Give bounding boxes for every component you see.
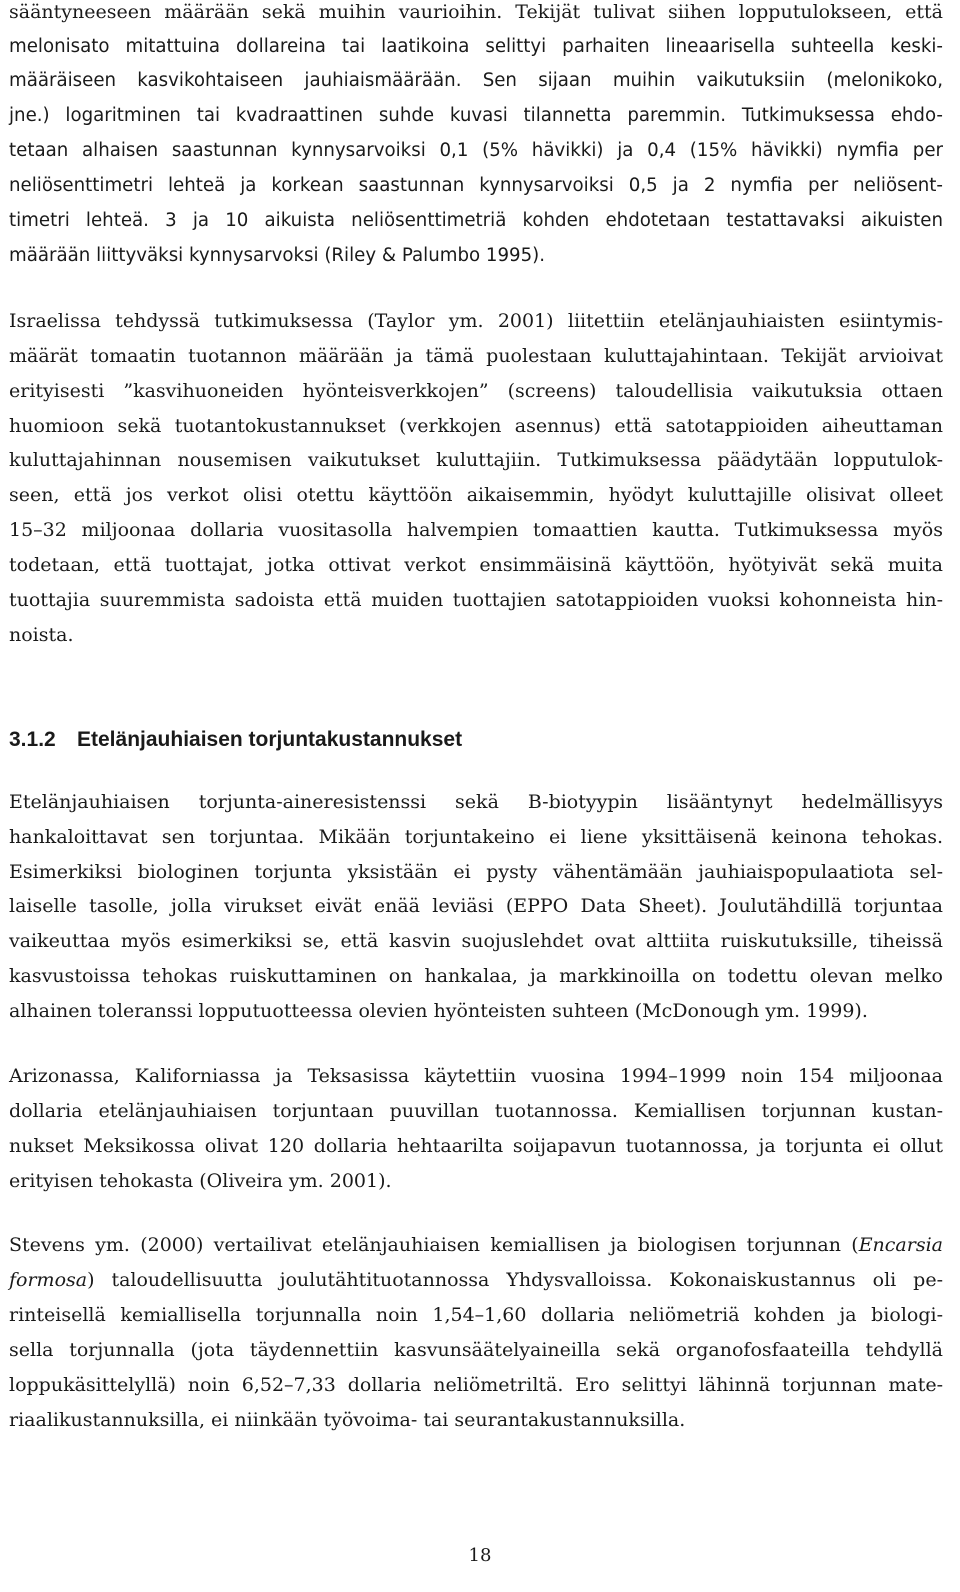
species-name: Encarsia: [858, 1234, 943, 1256]
text-line: dollaria etelänjauhiaisen torjuntaan puuvillan tuotannossa. Kemiallisen torjunnan kustan-: [9, 1100, 943, 1122]
text-line: nukset Meksikossa olivat 120 dollaria hehtaarilta soijapavun tuotannossa, ja torjunta ei ollut: [9, 1135, 943, 1157]
section-number: 3.1.2: [9, 728, 56, 751]
text-line: erityisen tehokasta (Oliveira ym. 2001).: [9, 1170, 392, 1192]
text-line: [9, 1268, 943, 1292]
page-number: 18: [468, 1545, 492, 1566]
text-line: määräiseen kasvikohtaiseen jauhiaismäärään. Sen sijaan muihin vaikutuksiin (melonikoko,: [9, 70, 943, 91]
text-line: Arizonassa, Kaliforniassa ja Teksasissa käytettiin vuosina 1994–1999 noin 154 miljoonaa: [9, 1065, 943, 1087]
text-line: tetaan alhaisen saastunnan kynnysarvoiksi 0,1 (5% hävikki) ja 0,4 (15% hävikki) nymfia per: [9, 140, 943, 161]
text-line: Etelänjauhiaisen torjunta-aineresistenssi sekä B-biotyypin lisääntynyt hedelmällisyys: [9, 791, 943, 813]
text-line: seen, että jos verkot olisi otettu käyttöön aikaisemmin, hyödyt kuluttajille olisivat olleet: [9, 484, 943, 506]
text-line: kuluttajahinnan nousemisen vaikutukset kuluttajiin. Tutkimuksessa päädytään lopputulok-: [9, 449, 943, 471]
section-title: Etelänjauhiaisen torjuntakustannukset: [77, 728, 463, 751]
text-line: kasvustoissa tehokas ruiskuttaminen on hankalaa, ja markkinoilla on todettu olevan melko: [9, 965, 943, 987]
text-line: loppukäsittelyllä) noin 6,52–7,33 dollaria neliömetriltä. Ero selittyi lähinnä torjunnan mate-: [9, 1374, 943, 1396]
text-segment: ) taloudellisuutta joulutähtituotannossa Yhdysvalloissa. Kokonaiskustannus oli pe-: [87, 1269, 943, 1291]
text-line: määrät tomaatin tuotannon määrään ja tämä puolestaan kuluttajahintaan. Tekijät arvioivat: [9, 345, 943, 367]
text-line: noista.: [9, 624, 74, 646]
text-line: Esimerkiksi biologinen torjunta yksistään ei pysty vähentämään jauhiaispopulaatiota sel-: [9, 861, 943, 883]
text-line: jne.) logaritminen tai kvadraattinen suhde kuvasi tilannetta paremmin. Tutkimuksessa ehdo-: [9, 105, 943, 126]
text-line: sääntyneeseen määrään sekä muihin vaurioihin. Tekijät tulivat siihen lopputulokseen, että: [9, 1, 943, 23]
text-line: hankaloittavat sen torjuntaa. Mikään torjuntakeino ei liene yksittäisenä keinona tehokas.: [9, 826, 943, 848]
text-line: sella torjunnalla (jota täydennettiin kasvunsäätelyaineilla sekä organofosfaateilla tehdyllä: [9, 1339, 943, 1361]
text-line: neliösenttimetri lehteä ja korkean saastunnan kynnysarvoiksi 0,5 ja 2 nymfia per neliösent-: [9, 175, 943, 196]
text-line: laiselle tasolle, jolla virukset eivät enää leviäsi (EPPO Data Sheet). Joulutähdillä torjuntaa: [9, 895, 943, 917]
text-segment: Stevens ym. (2000) vertailivat etelänjauhiaisen kemiallisen ja biologisen torjunnan (: [9, 1234, 859, 1256]
text-line: todetaan, että tuottajat, jotka ottivat verkot ensimmäisinä käyttöön, hyötyivät sekä muita: [9, 554, 943, 576]
species-name: formosa: [9, 1269, 88, 1291]
text-line: alhainen toleranssi lopputuotteessa olevien hyönteisten suhteen (McDonough ym. 1999).: [9, 1000, 868, 1022]
text-line: melonisato mitattuina dollareina tai laatikoina selittyi parhaiten lineaarisella suhteella keski-: [9, 36, 943, 57]
text-line: [9, 1233, 943, 1257]
text-line: riaalikustannuksilla, ei niinkään työvoima- tai seurantakustannuksilla.: [9, 1409, 686, 1431]
text-line: tuottajia suuremmista sadoista että muiden tuottajien satotappioiden vuoksi kohonneista hin-: [9, 589, 943, 611]
section-heading: [9, 726, 462, 754]
text-line: vaikeuttaa myös esimerkiksi se, että kasvin suojuslehdet ovat alttiita ruiskutuksille, tiheissä: [9, 930, 943, 952]
text-line: erityisesti ”kasvihuoneiden hyönteisverkkojen” (screens) taloudellisia vaikutuksia ottaen: [9, 380, 943, 402]
text-line: timetri lehteä. 3 ja 10 aikuista neliösenttimetriä kohden ehdotetaan testattavaksi aikuisten: [9, 210, 943, 231]
text-line: Israelissa tehdyssä tutkimuksessa (Taylor ym. 2001) liitettiin etelänjauhiaisten esiintymis-: [9, 310, 943, 332]
text-line: huomioon sekä tuotantokustannukset (verkkojen asennus) että satotappioiden aiheuttaman: [9, 415, 943, 437]
text-line: määrään liittyväksi kynnysarvoksi (Riley & Palumbo 1995).: [9, 245, 546, 266]
text-line: 15–32 miljoonaa dollaria vuositasolla halvempien tomaattien kautta. Tutkimuksessa myös: [9, 519, 943, 541]
text-line: rinteisellä kemiallisella torjunnalla noin 1,54–1,60 dollaria neliömetriä kohden ja biologi-: [9, 1304, 943, 1326]
